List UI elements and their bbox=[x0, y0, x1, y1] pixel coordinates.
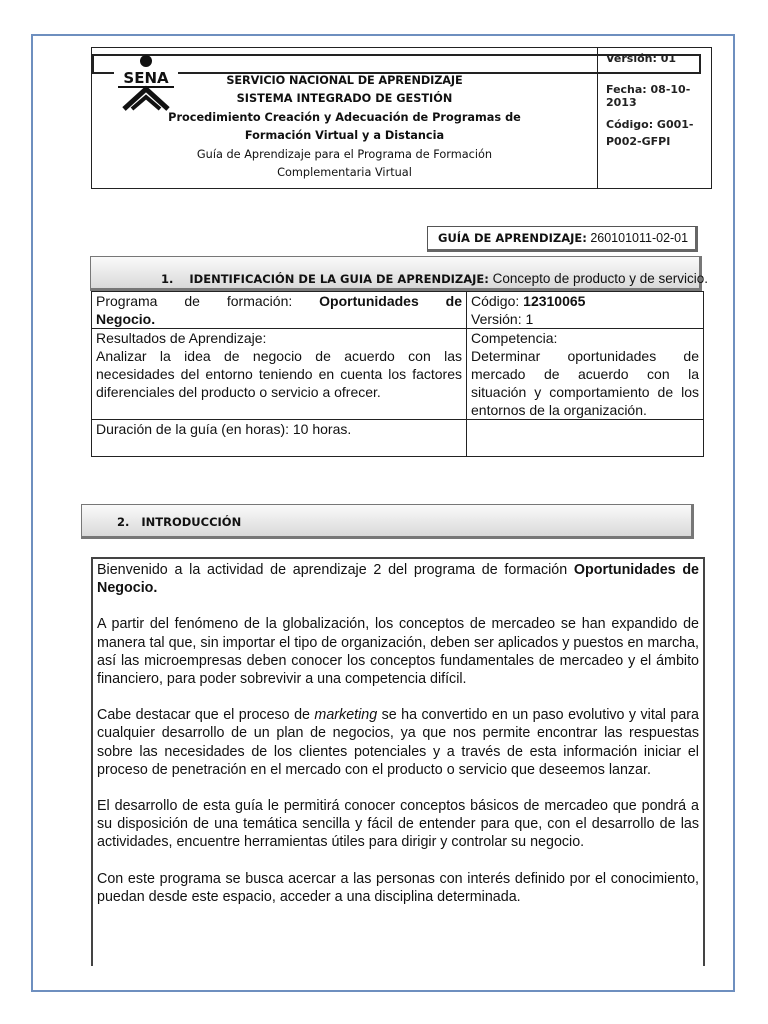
programa-text bbox=[96, 292, 462, 328]
section-introduction-heading: 2. INTRODUCCIÓN bbox=[81, 504, 694, 539]
codigo-label: Código: G001-P002-GFPI bbox=[606, 118, 694, 148]
intro-text: Bienvenido a la actividad de aprendizaje 2 del programa de formación bbox=[97, 562, 574, 578]
intro-paragraph bbox=[97, 561, 699, 597]
fecha-label: Fecha: 08-10-2013 bbox=[606, 83, 691, 109]
header-title-line: Formación Virtual y a Distancia bbox=[244, 129, 445, 143]
programa-label: Programa de formación: bbox=[96, 293, 320, 309]
program-name: Oportunidades de Negocio. bbox=[97, 562, 699, 597]
codigo-value: 12310065 bbox=[523, 293, 586, 309]
version-value: Versión: 1 bbox=[471, 311, 534, 327]
codigo-cell bbox=[467, 292, 704, 329]
header-title bbox=[92, 72, 597, 182]
intro-paragraph: A partir del fenómeno de la globalización, los conceptos de mercadeo se han expandido de manera tal que, sin importar el tipo de organización, deben ser aplicados y puestos en marcha, así las microempresas deben conocer los conceptos fundamentales de mercadeo y el ámbito financiero, para poder sobrevivir a una competencia difícil. bbox=[97, 616, 699, 688]
competencia-label: Competencia: bbox=[471, 330, 558, 346]
intro-text: se ha convertido en un paso evolutivo y vital para cualquier desarrollo de un plan de negocios, ya que nos permite encontrar las respuestas sobre las necesidades de los clientes potenciales y a través de esta información iniciar el proceso de penetración en el mercado con el producto o servicio que deseemos lanzar. bbox=[97, 707, 700, 778]
introduction-text bbox=[91, 557, 705, 966]
section-identification-label: 1. IDENTIFICACIÓN DE LA GUIA DE APRENDIZAJE: bbox=[161, 272, 489, 286]
duracion-cell: Duración de la guía (en horas): 10 horas. bbox=[92, 420, 467, 457]
header-title-line: SERVICIO NACIONAL DE APRENDIZAJE bbox=[226, 74, 463, 87]
guide-code-value: 260101011-02-01 bbox=[590, 231, 689, 245]
resultados-cell bbox=[92, 329, 467, 420]
guide-code-box bbox=[427, 226, 698, 252]
programa-cell bbox=[92, 292, 467, 329]
intro-paragraph bbox=[97, 706, 699, 779]
table-row bbox=[92, 420, 704, 457]
intro-paragraph: El desarrollo de esta guía le permitirá conocer conceptos básicos de mercadeo que pondrá a su disposición de una temática sencilla y fácil de entender para que, con el desarrollo de las actividades, encuentre herramientas útiles para dirigir y controlar su negocio. bbox=[97, 798, 699, 851]
intro-text: Cabe destacar que el proceso de bbox=[97, 707, 315, 724]
section-identification-heading bbox=[90, 256, 709, 291]
competencia-cell bbox=[467, 329, 704, 420]
table-row bbox=[92, 329, 704, 420]
duracion-empty-cell bbox=[467, 420, 704, 457]
competencia-text: Determinar oportunidades de mercado de acuerdo con la situación y comportamiento de los entornos de la organización. bbox=[471, 348, 699, 418]
intro-emphasis: marketing bbox=[314, 707, 378, 724]
version-label: Versión: 01 bbox=[606, 52, 677, 65]
header-title-line: Procedimiento Creación y Adecuación de Programas de bbox=[168, 110, 521, 124]
header-title-line: SISTEMA INTEGRADO DE GESTIÓN bbox=[236, 92, 453, 106]
resultados-label: Resultados de Aprendizaje: bbox=[96, 330, 267, 346]
intro-paragraph: Con este programa se busca acercar a las personas con interés definido por el conocimiento, puedan desde este espacio, acceder a una disciplina determinada. bbox=[97, 870, 699, 905]
resultados-text: Analizar la idea de negocio de acuerdo con las necesidades del entorno teniendo en cuenta los factores diferenciales del producto o servicio a ofrecer. bbox=[96, 348, 462, 400]
guide-title: Guía de Aprendizaje para el Programa de Formación Complementaria Virtual bbox=[196, 147, 493, 180]
identification-table bbox=[91, 291, 704, 457]
header-divider bbox=[597, 48, 598, 189]
document-header bbox=[91, 47, 712, 189]
section-identification-subject: Concepto de producto y de servicio. bbox=[492, 271, 709, 286]
codigo-label: Código: bbox=[471, 293, 520, 309]
table-row bbox=[92, 292, 704, 329]
svg-text:SENA: SENA bbox=[123, 69, 169, 87]
programa-value: Oportunidades de Negocio. bbox=[96, 293, 462, 327]
guide-code-label: GUÍA DE APRENDIZAJE: bbox=[438, 231, 587, 245]
